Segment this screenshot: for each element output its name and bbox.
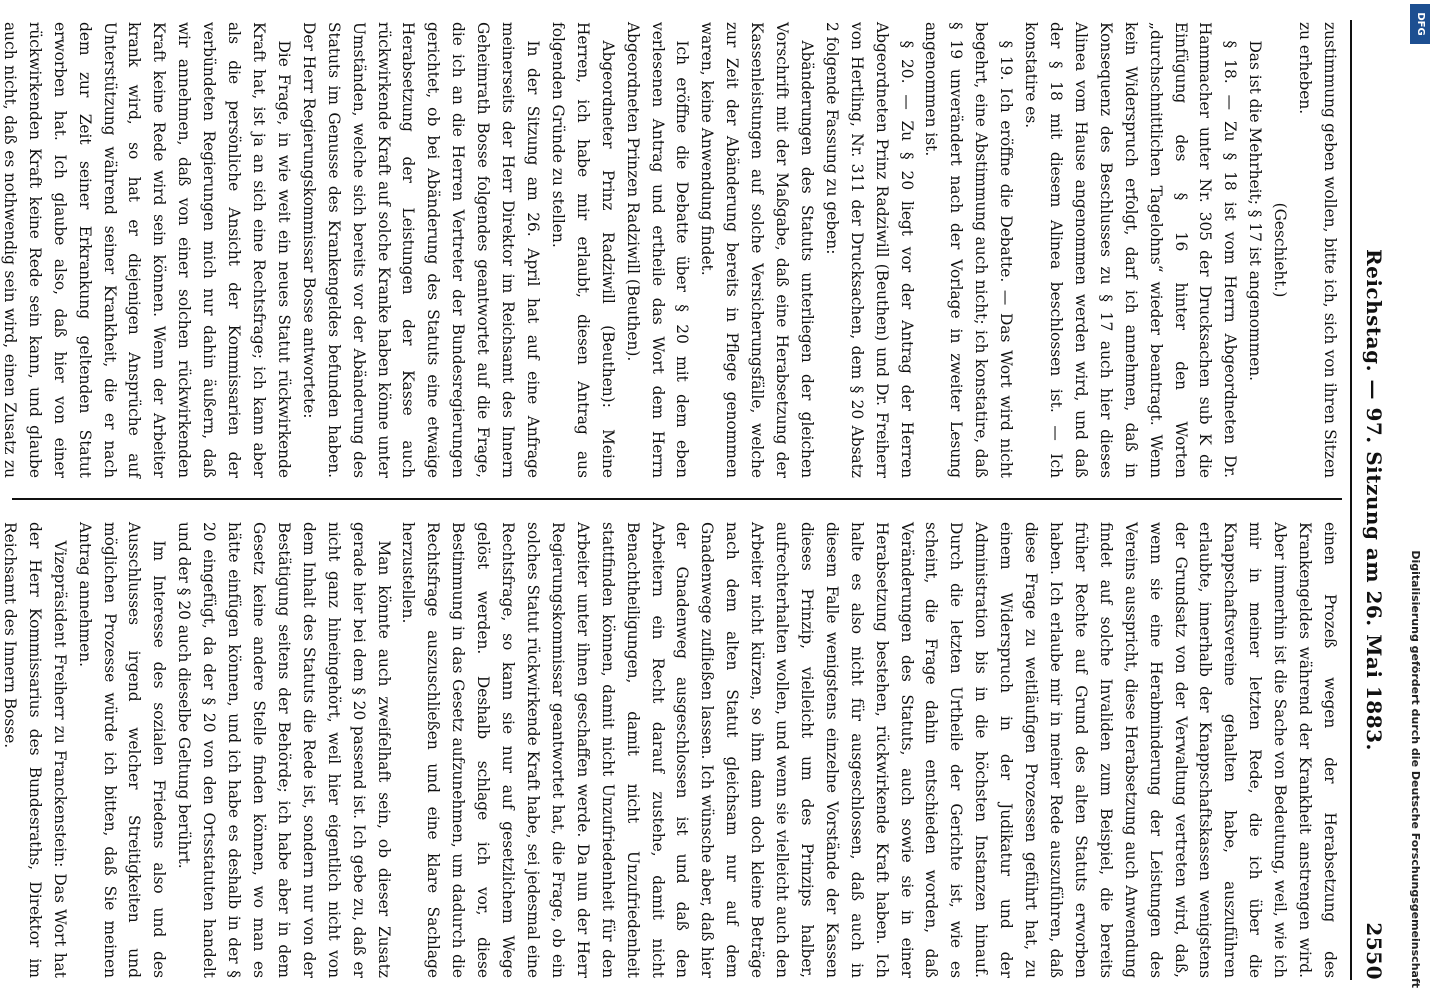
header-rule [1350,20,1352,980]
dfg-logo-text: DFG [1415,12,1426,36]
quoted-answer: Die Frage, in wie weit ein neues Statut rückwirkende Kraft hat, ist ja an sich eine Rechtsfrage; ich kann aber als die persönliche Ansicht der Kommissarien der verbündeten Regierungen mich nur dahin äußern, daß wir annehmen, daß von einer solchen rückwirkenden Kraft keine Rede wird sein können. Wenn der Arbeiter krank wird, so hat er diejenigen Ansprüche auf Unterstützung während seiner Krankheit, die er nach dem zur Zeit seiner Erkrankung geltenden Statut erworben hat. Ich glaube also, daß hier von einer rückwirkenden Kraft keine Rede sein kann, und glaube auch nicht, daß es nothwendig sein wird, einen Zusatz zu [0,22,293,478]
dfg-logo [1410,4,1430,44]
paragraph: (Geschieht.) [1271,202,1290,298]
paragraph: Im Interesse des sozialen Friedens also und des Ausschlusses irgend welcher Streitigkeiten und möglichen Prozesse würde ich bitten, daß Sie meinen Antrag annehmen. [75,522,169,978]
left-column [0,22,1342,478]
paragraph: § 19. Ich eröffne die Debatte. — Das Wort wird nicht begehrt, eine Abstimmung auch nicht; ich konstatire, daß § 19 unverändert nach der Vorlage in zweiter Lesung angenommen ist. [922,22,1016,478]
header-title: Reichstag. — 97. Sitzung am 26. Mai 1883. [1362,248,1386,752]
quoted-motion: Abänderungen des Statuts unterliegen der gleichen Vorschrift mit der Maßgabe, daß eine Herabsetzung der Kassenleistungen auf solche Versicherungsfälle, welche zur Zeit der Abänderung bereits in Pflege genommen waren, keine Anwendung findet. [698,22,816,478]
paragraph: Abgeordneter Prinz Radziwill (Beuthen): Meine Herren, ich habe mir erlaubt, diesen Antrag aus folgenden Gründe zu stellen. [548,22,617,478]
paragraph: Vizepräsident Freiherr zu Franckenstein: Das Wort hat der Herr Kommissarius des Bundesraths, Direktor im Reichsamt des Innern Bosse. [0,522,69,978]
column-divider [12,498,1342,500]
paragraph: § 18. — Zu § 18 ist vom Herrn Abgeordneten Dr. Hammacher unter Nr. 305 der Drucksachen sub K die Einfügung des § 16 hinter den Worten „durchschnittlichen Tagelohns“ wieder beantragt. Wenn kein Widerspruch erfolgt, darf ich annehmen, daß in Konsequenz des Beschlusses zu § 17 auch hier dieses Alinea vom Hause angenommen werden wird, und daß der § 18 mit diesem Alinea beschlossen ist. — Ich konstatire es. [1022,22,1240,478]
paragraph: Das ist die Mehrheit; § 17 ist angenommen. [1246,40,1265,382]
paragraph: einen Prozeß wegen der Herabsetzung des Krankengeldes während der Krankheit anstrengen wird. Aber immerhin ist die Sache von Bedeutung, weil, wie ich mir in meiner letzten Rede, die ich über die Knappschaftsvereine gehalten habe, auszuführen erlaubte, innerhalb der Knappschaftskassen wenigstens der Grundsatz von der Verwaltung vertreten wird, daß, wenn sie eine Herabminderung der Leistungen des Vereins ausspricht, diese Herabsetzung auch Anwendung findet auf solche Invaliden zum Beispiel, die bereits früher Rechte auf Grund des alten Statuts erworben haben. Ich erlaube mir in meiner Rede auszuführen, daß diese Frage zu weitläufigen Prozessen geführt hat, zu einem Widerspruch in der Judikatur und der Administration bis in die höchsten Instanzen hinauf. Durch die letzten Urtheile der Gerichte ist, wie es scheint, die Frage dahin entschieden worden, daß Veränderungen des Statuts, auch sowie sie in einer Herabsetzung bestehen, rückwirkende Kraft haben. Ich halte es also nicht für ausgeschlossen, daß auch in diesem Falle wenigstens einzelne Vorstände der Kassen dieses Prinzip, vielleicht um des Prinzips halber, aufrechterhalten wollen, und wenn sie vielleicht auch den Arbeiter nicht kürzen, so ihm dann doch kleine Beträge nach dem alten Statut gleichsam nur auf dem Gnadenwege zufließen lassen. Ich wünsche aber, daß hier der Gnadenweg ausgeschlossen ist und daß den Arbeitern ein Recht darauf zustehe, damit nicht Benachtheiligungen, damit nicht Unzufriedenheit stattfinden können, damit nicht Unzufriedenheit für den Arbeiter unter ihnen geschaffen werde. Da nun der Herr Regierungskommissar geantwortet hat, die Frage, ob ein solches Statut rückwirkende Kraft habe, sei jedesmal eine Rechtsfrage, so kann sie nur auf gesetzlichem Wege gelöst werden. Deshalb schlage ich vor, diese Bestimmung in das Gesetz aufzunehmen, um dadurch die Rechtsfrage auszuschließen und eine klare Sachlage herzustellen. [399,522,1339,978]
right-column [0,522,1342,978]
paragraph: In der Sitzung am 26. April hat auf eine Anfrage meinerseits der Herr Direktor im Reichsamt des Innern Geheimrath Bosse folgendes geantwortet auf die Frage, die ich an die Herren Vertreter der Bundesregierungen gerichtet, ob bei Abänderung des Statuts eine etwaige Herabsetzung der Leistungen der Kasse auch rückwirkende Kraft auf solche Kranke haben könne unter Umständen, welche sich bereits vor der Abänderung des Statuts im Genusse des Krankengeldes befunden haben. Der Herr Regierungskommissar Bosse antwortete: [299,22,542,478]
credit-text: Digitalisierung gefördert durch die Deutsche Forschungsgemeinschaft [1409,550,1422,988]
page-header [1352,20,1386,980]
paragraph: Ich eröffne die Debatte über § 20 mit dem eben verlesenen Antrag und ertheile das Wort dem Herrn Abgeordneten Prinzen Radziwill (Beuthen). [623,22,692,478]
paragraph: § 20. — Zu § 20 liegt vor der Antrag der Herren Abgeordneten Prinz Radziwill (Beuthen) und Dr. Freiherr von Hertling, Nr. 311 der Drucksachen, dem § 20 Absatz 2 folgende Fassung zu geben: [822,22,916,478]
paragraph: zustimmung geben wollen, bitte ich, sich von ihren Sitzen zu erheben. [1296,22,1339,478]
page-number: 2550 [1362,922,1386,980]
digitization-credit [1406,8,1430,988]
paragraph: Man könnte auch zweifelhaft sein, ob dieser Zusatz gerade hier bei dem § 20 passend ist. Ich gebe zu, daß er nicht ganz hineingehört, weil hier eigentlich nicht von dem Inhalt des Statuts die Rede ist, sondern nur von der Bestätigung seitens der Behörde; ich habe aber in dem Gesetz keine andere Stelle finden können, wo man es hätte einfügen können, und ich habe es deshalb in der § 20 eingefügt, da der § 20 von den Ortsstatuten handelt und der § 20 auch dieselbe Geltung berührt. [175,522,393,978]
